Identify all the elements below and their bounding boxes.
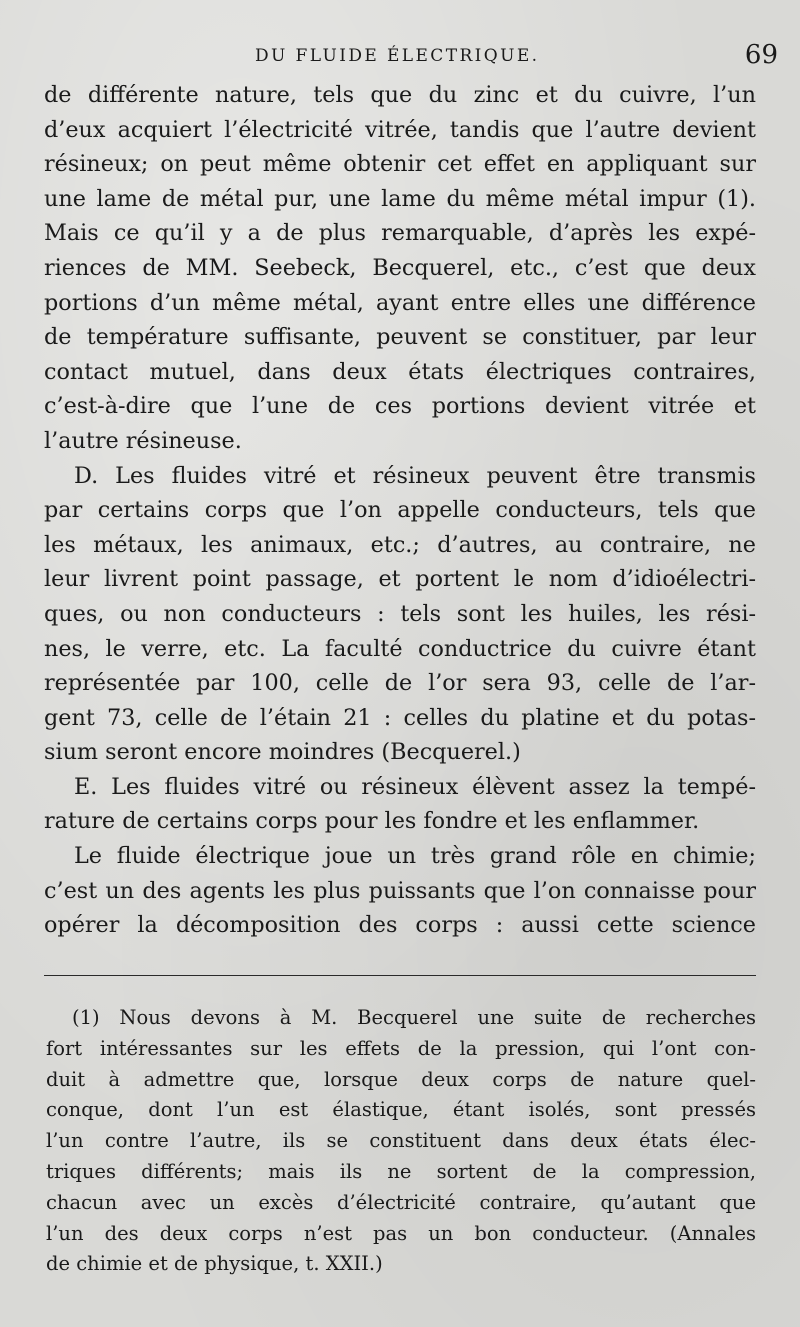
text-line: portions d’un même métal, ayant entre elles une différence (44, 289, 756, 316)
text-line: de différente nature, tels que du zinc et du cuivre, l’un (44, 82, 756, 108)
footnote-line: (1) Nous devons à M. Becquerel une suite de recherches (72, 1006, 756, 1029)
footnote-line: chacun avec un excès d’électricité contraire, qu’autant que (46, 1190, 756, 1214)
footnote-line: triques différents; mais ils ne sortent de la compression, (46, 1159, 756, 1183)
text-line: riences de MM. Seebeck, Becquerel, etc., c’est que deux (44, 254, 756, 281)
main-text (44, 78, 756, 943)
text-line: contact mutuel, dans deux états électriques contraires, (44, 358, 756, 385)
text-line: E. Les fluides vitré ou résineux élèvent assez la tempé- (74, 773, 756, 800)
text-line: l’autre résineuse. (44, 427, 242, 454)
running-title: DU FLUIDE ÉLECTRIQUE. (255, 46, 540, 66)
text-line: d’eux acquiert l’électricité vitrée, tandis que l’autre devient (44, 116, 756, 143)
footnote-line: duit à admettre que, lorsque deux corps de nature quel- (46, 1067, 756, 1091)
footnote-line: fort intéressantes sur les effets de la pression, qui l’ont con- (46, 1036, 756, 1060)
footnote (46, 1003, 756, 1280)
text-line: leur livrent point passage, et portent le nom d’idioélectri- (44, 566, 756, 593)
text-line: par certains corps que l’on appelle conducteurs, tels que (44, 497, 756, 524)
footnote-line: de chimie et de physique, t. XXII.) (46, 1252, 383, 1276)
text-line: les métaux, les animaux, etc.; d’autres, au contraire, ne (44, 531, 756, 558)
text-line: représentée par 100, celle de l’or sera 93, celle de l’ar- (44, 670, 756, 697)
text-line: D. Les fluides vitré et résineux peuvent être transmis (74, 462, 756, 489)
footnote-line: l’un des deux corps n’est pas un bon conducteur. (Annales (46, 1221, 756, 1245)
text-line: c’est-à-dire que l’une de ces portions devient vitrée et (44, 393, 756, 420)
footnote-line: l’un contre l’autre, ils se constituent dans deux états élec- (46, 1129, 756, 1153)
text-line: résineux; on peut même obtenir cet effet en appliquant sur (44, 151, 756, 178)
text-line: c’est un des agents les plus puissants que l’on connaisse pour (44, 877, 756, 904)
text-line: une lame de métal pur, une lame du même métal impur (1). (44, 185, 756, 212)
text-line: Mais ce qu’il y a de plus remarquable, d’après les expé- (44, 220, 756, 247)
page-number: 69 (744, 40, 778, 70)
text-line: de température suffisante, peuvent se constituer, par leur (44, 324, 756, 351)
text-line: Le fluide électrique joue un très grand rôle en chimie; (74, 843, 756, 870)
footnote-rule (44, 975, 756, 976)
text-line: opérer la décomposition des corps : aussi cette science (44, 912, 756, 939)
text-line: sium seront encore moindres (Becquerel.) (44, 739, 521, 766)
footnote-line: conque, dont l’un est élastique, étant isolés, sont pressés (46, 1098, 756, 1122)
text-line: nes, le verre, etc. La faculté conductrice du cuivre étant (44, 635, 756, 662)
text-line: rature de certains corps pour les fondre et les enflammer. (44, 808, 700, 835)
text-line: gent 73, celle de l’étain 21 : celles du platine et du potas- (44, 704, 756, 731)
page-header (0, 40, 800, 80)
text-line: ques, ou non conducteurs : tels sont les huiles, les rési- (44, 600, 756, 627)
